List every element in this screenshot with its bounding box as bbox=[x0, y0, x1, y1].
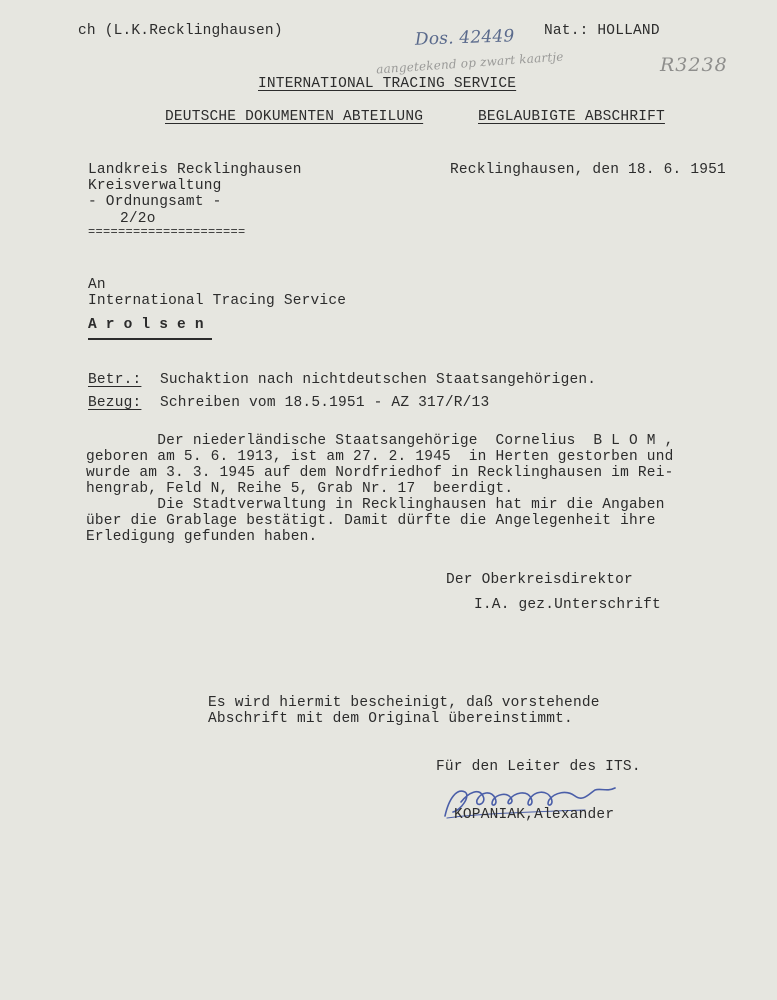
nationality: Nat.: HOLLAND bbox=[544, 23, 660, 39]
dept-title: DEUTSCHE DOKUMENTEN ABTEILUNG bbox=[165, 109, 424, 125]
archive-code: R3238 bbox=[660, 54, 728, 76]
copy-title: BEGLAUBIGTE ABSCHRIFT bbox=[478, 109, 665, 125]
closing-signed: I.A. gez.Unterschrift bbox=[474, 597, 661, 613]
body-line: geboren am 5. 6. 1913, ist am 27. 2. 1945 in Herten gestorben und bbox=[86, 449, 674, 465]
dossier-note: Dos. 42449 bbox=[414, 26, 515, 50]
sender-line1: Landkreis Recklinghausen bbox=[88, 162, 302, 178]
sender-line4: 2/2o bbox=[120, 211, 156, 227]
recipient-city-underline bbox=[88, 338, 212, 340]
org-title: INTERNATIONAL TRACING SERVICE bbox=[258, 76, 517, 92]
bezug-text: Schreiben vom 18.5.1951 - AZ 317/R/13 bbox=[160, 395, 490, 411]
its-signature-line: Für den Leiter des ITS. bbox=[436, 759, 641, 775]
body-line: Die Stadtverwaltung in Recklinghausen hat mir die Angaben bbox=[86, 497, 665, 513]
recipient-to: An bbox=[88, 277, 106, 293]
sender-rule: ===================== bbox=[88, 225, 246, 239]
its-signatory-name: KOPANIAK,Alexander bbox=[454, 807, 615, 823]
certification-line1: Es wird hiermit bescheinigt, daß vorstehende bbox=[208, 695, 600, 711]
certification-line2: Abschrift mit dem Original übereinstimmt. bbox=[208, 711, 573, 727]
body-line: hengrab, Feld N, Reihe 5, Grab Nr. 17 beerdigt. bbox=[86, 481, 514, 497]
place-date: Recklinghausen, den 18. 6. 1951 bbox=[450, 162, 726, 178]
body-line: Der niederländische Staatsangehörige Cornelius B L O M , bbox=[86, 433, 674, 449]
recipient-city: A r o l s e n bbox=[88, 317, 204, 333]
body-line: Erledigung gefunden haben. bbox=[86, 529, 318, 545]
file-reference: ch (L.K.Recklinghausen) bbox=[78, 23, 283, 39]
recipient-name: International Tracing Service bbox=[88, 293, 347, 309]
pencil-note: aangetekend op zwart kaartje bbox=[375, 49, 565, 77]
betr-text: Suchaktion nach nichtdeutschen Staatsangehörigen. bbox=[160, 372, 597, 388]
closing-title: Der Oberkreisdirektor bbox=[446, 572, 633, 588]
bezug-label: Bezug: bbox=[88, 395, 142, 411]
sender-line3: - Ordnungsamt - bbox=[88, 194, 222, 210]
sender-line2: Kreisverwaltung bbox=[88, 178, 222, 194]
betr-label: Betr.: bbox=[88, 372, 142, 388]
body-line: wurde am 3. 3. 1945 auf dem Nordfriedhof in Recklinghausen im Rei- bbox=[86, 465, 674, 481]
body-line: über die Grablage bestätigt. Damit dürfte die Angelegenheit ihre bbox=[86, 513, 656, 529]
